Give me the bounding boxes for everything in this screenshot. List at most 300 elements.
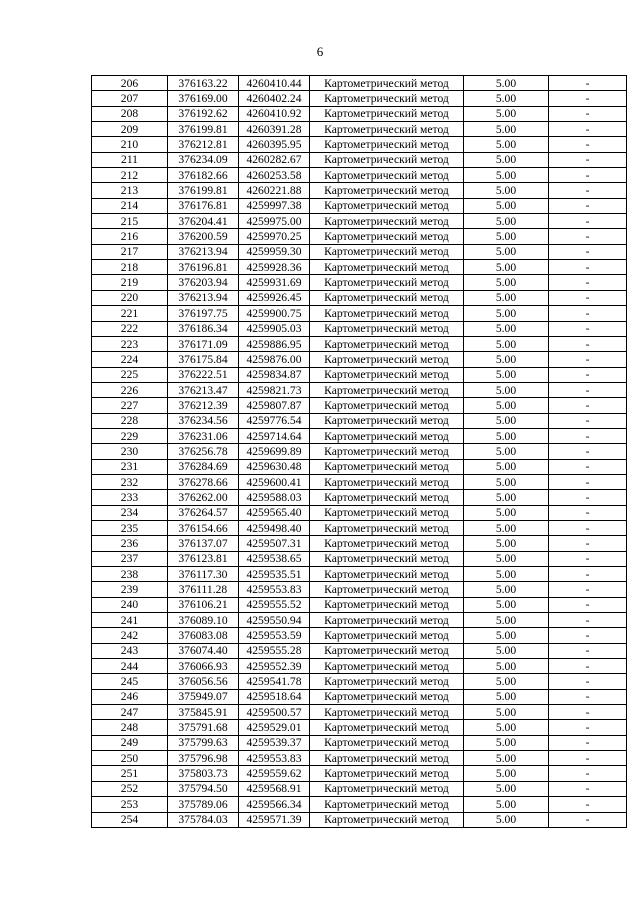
point-number-cell: 253 <box>92 797 168 812</box>
table-row <box>92 689 627 704</box>
y-coordinate-cell: 4259997.38 <box>239 198 310 213</box>
note-cell: - <box>549 367 627 382</box>
method-cell: Картометрический метод <box>310 597 464 612</box>
method-cell: Картометрический метод <box>310 198 464 213</box>
x-coordinate-cell: 376234.09 <box>168 152 239 167</box>
y-coordinate-cell: 4260410.44 <box>239 76 310 91</box>
y-coordinate-cell: 4260282.67 <box>239 152 310 167</box>
note-cell: - <box>549 735 627 750</box>
table-row <box>92 474 627 489</box>
point-number-cell: 217 <box>92 244 168 259</box>
coordinates-table <box>91 75 627 828</box>
method-cell: Картометрический метод <box>310 613 464 628</box>
table-row <box>92 781 627 796</box>
note-cell: - <box>549 751 627 766</box>
method-cell: Картометрический метод <box>310 106 464 121</box>
table-row <box>92 168 627 183</box>
x-coordinate-cell: 376106.21 <box>168 597 239 612</box>
y-coordinate-cell: 4259539.37 <box>239 735 310 750</box>
point-number-cell: 245 <box>92 674 168 689</box>
y-coordinate-cell: 4259555.52 <box>239 597 310 612</box>
x-coordinate-cell: 376222.51 <box>168 367 239 382</box>
x-coordinate-cell: 376196.81 <box>168 260 239 275</box>
accuracy-cell: 5.00 <box>464 367 549 382</box>
point-number-cell: 224 <box>92 352 168 367</box>
table-row <box>92 367 627 382</box>
accuracy-cell: 5.00 <box>464 474 549 489</box>
y-coordinate-cell: 4259630.48 <box>239 459 310 474</box>
x-coordinate-cell: 376212.39 <box>168 398 239 413</box>
accuracy-cell: 5.00 <box>464 812 549 827</box>
note-cell: - <box>549 198 627 213</box>
accuracy-cell: 5.00 <box>464 398 549 413</box>
y-coordinate-cell: 4259807.87 <box>239 398 310 413</box>
note-cell: - <box>549 152 627 167</box>
x-coordinate-cell: 376137.07 <box>168 536 239 551</box>
note-cell: - <box>549 137 627 152</box>
x-coordinate-cell: 376163.22 <box>168 76 239 91</box>
method-cell: Картометрический метод <box>310 214 464 229</box>
point-number-cell: 240 <box>92 597 168 612</box>
table-row <box>92 520 627 535</box>
method-cell: Картометрический метод <box>310 536 464 551</box>
table-row <box>92 597 627 612</box>
table-row <box>92 720 627 735</box>
note-cell: - <box>549 520 627 535</box>
table-row <box>92 812 627 827</box>
note-cell: - <box>549 306 627 321</box>
y-coordinate-cell: 4259900.75 <box>239 306 310 321</box>
point-number-cell: 254 <box>92 812 168 827</box>
point-number-cell: 213 <box>92 183 168 198</box>
table-row <box>92 674 627 689</box>
y-coordinate-cell: 4259559.62 <box>239 766 310 781</box>
accuracy-cell: 5.00 <box>464 705 549 720</box>
point-number-cell: 239 <box>92 582 168 597</box>
point-number-cell: 231 <box>92 459 168 474</box>
accuracy-cell: 5.00 <box>464 321 549 336</box>
y-coordinate-cell: 4259600.41 <box>239 474 310 489</box>
method-cell: Картометрический метод <box>310 567 464 582</box>
point-number-cell: 252 <box>92 781 168 796</box>
table-row <box>92 76 627 91</box>
accuracy-cell: 5.00 <box>464 797 549 812</box>
x-coordinate-cell: 376200.59 <box>168 229 239 244</box>
note-cell: - <box>549 428 627 443</box>
method-cell: Картометрический метод <box>310 490 464 505</box>
note-cell: - <box>549 413 627 428</box>
point-number-cell: 243 <box>92 643 168 658</box>
accuracy-cell: 5.00 <box>464 674 549 689</box>
method-cell: Картометрический метод <box>310 352 464 367</box>
x-coordinate-cell: 376175.84 <box>168 352 239 367</box>
y-coordinate-cell: 4260395.95 <box>239 137 310 152</box>
point-number-cell: 249 <box>92 735 168 750</box>
note-cell: - <box>549 613 627 628</box>
x-coordinate-cell: 376213.94 <box>168 244 239 259</box>
table-row <box>92 735 627 750</box>
y-coordinate-cell: 4259555.28 <box>239 643 310 658</box>
accuracy-cell: 5.00 <box>464 444 549 459</box>
accuracy-cell: 5.00 <box>464 275 549 290</box>
x-coordinate-cell: 376284.69 <box>168 459 239 474</box>
method-cell: Картометрический метод <box>310 321 464 336</box>
table-row <box>92 643 627 658</box>
x-coordinate-cell: 376199.81 <box>168 122 239 137</box>
method-cell: Картометрический метод <box>310 428 464 443</box>
method-cell: Картометрический метод <box>310 367 464 382</box>
table-row <box>92 198 627 213</box>
note-cell: - <box>549 474 627 489</box>
x-coordinate-cell: 376083.08 <box>168 628 239 643</box>
accuracy-cell: 5.00 <box>464 229 549 244</box>
table-row <box>92 260 627 275</box>
x-coordinate-cell: 376154.66 <box>168 520 239 535</box>
accuracy-cell: 5.00 <box>464 244 549 259</box>
y-coordinate-cell: 4259714.64 <box>239 428 310 443</box>
table-row <box>92 613 627 628</box>
point-number-cell: 237 <box>92 551 168 566</box>
note-cell: - <box>549 659 627 674</box>
method-cell: Картометрический метод <box>310 705 464 720</box>
y-coordinate-cell: 4259541.78 <box>239 674 310 689</box>
y-coordinate-cell: 4259552.39 <box>239 659 310 674</box>
table-row <box>92 797 627 812</box>
table-row <box>92 628 627 643</box>
point-number-cell: 220 <box>92 290 168 305</box>
method-cell: Картометрический метод <box>310 413 464 428</box>
accuracy-cell: 5.00 <box>464 91 549 106</box>
note-cell: - <box>549 705 627 720</box>
accuracy-cell: 5.00 <box>464 122 549 137</box>
method-cell: Картометрический метод <box>310 582 464 597</box>
y-coordinate-cell: 4259550.94 <box>239 613 310 628</box>
note-cell: - <box>549 597 627 612</box>
y-coordinate-cell: 4259518.64 <box>239 689 310 704</box>
table-row <box>92 505 627 520</box>
point-number-cell: 209 <box>92 122 168 137</box>
note-cell: - <box>549 766 627 781</box>
x-coordinate-cell: 376204.41 <box>168 214 239 229</box>
accuracy-cell: 5.00 <box>464 459 549 474</box>
accuracy-cell: 5.00 <box>464 290 549 305</box>
method-cell: Картометрический метод <box>310 689 464 704</box>
method-cell: Картометрический метод <box>310 91 464 106</box>
accuracy-cell: 5.00 <box>464 520 549 535</box>
point-number-cell: 214 <box>92 198 168 213</box>
note-cell: - <box>549 122 627 137</box>
note-cell: - <box>549 168 627 183</box>
table-row <box>92 705 627 720</box>
y-coordinate-cell: 4259886.95 <box>239 336 310 351</box>
y-coordinate-cell: 4259565.40 <box>239 505 310 520</box>
y-coordinate-cell: 4259699.89 <box>239 444 310 459</box>
x-coordinate-cell: 376278.66 <box>168 474 239 489</box>
point-number-cell: 206 <box>92 76 168 91</box>
note-cell: - <box>549 459 627 474</box>
point-number-cell: 226 <box>92 382 168 397</box>
accuracy-cell: 5.00 <box>464 198 549 213</box>
accuracy-cell: 5.00 <box>464 628 549 643</box>
method-cell: Картометрический метод <box>310 382 464 397</box>
accuracy-cell: 5.00 <box>464 152 549 167</box>
method-cell: Картометрический метод <box>310 551 464 566</box>
y-coordinate-cell: 4259529.01 <box>239 720 310 735</box>
note-cell: - <box>549 781 627 796</box>
x-coordinate-cell: 376213.94 <box>168 290 239 305</box>
method-cell: Картометрический метод <box>310 474 464 489</box>
x-coordinate-cell: 376123.81 <box>168 551 239 566</box>
method-cell: Картометрический метод <box>310 659 464 674</box>
x-coordinate-cell: 376176.81 <box>168 198 239 213</box>
y-coordinate-cell: 4259959.30 <box>239 244 310 259</box>
table-row <box>92 398 627 413</box>
x-coordinate-cell: 376213.47 <box>168 382 239 397</box>
accuracy-cell: 5.00 <box>464 137 549 152</box>
method-cell: Картометрический метод <box>310 275 464 290</box>
note-cell: - <box>549 321 627 336</box>
note-cell: - <box>549 582 627 597</box>
table-row <box>92 382 627 397</box>
method-cell: Картометрический метод <box>310 290 464 305</box>
x-coordinate-cell: 376192.62 <box>168 106 239 121</box>
accuracy-cell: 5.00 <box>464 428 549 443</box>
x-coordinate-cell: 375791.68 <box>168 720 239 735</box>
table-row <box>92 751 627 766</box>
x-coordinate-cell: 376171.09 <box>168 336 239 351</box>
y-coordinate-cell: 4259553.59 <box>239 628 310 643</box>
point-number-cell: 212 <box>92 168 168 183</box>
accuracy-cell: 5.00 <box>464 597 549 612</box>
method-cell: Картометрический метод <box>310 674 464 689</box>
table-row <box>92 306 627 321</box>
method-cell: Картометрический метод <box>310 735 464 750</box>
method-cell: Картометрический метод <box>310 137 464 152</box>
accuracy-cell: 5.00 <box>464 168 549 183</box>
note-cell: - <box>549 674 627 689</box>
table-row <box>92 275 627 290</box>
coordinates-table-body <box>92 76 627 828</box>
method-cell: Картометрический метод <box>310 628 464 643</box>
note-cell: - <box>549 567 627 582</box>
point-number-cell: 215 <box>92 214 168 229</box>
method-cell: Картометрический метод <box>310 183 464 198</box>
y-coordinate-cell: 4259931.69 <box>239 275 310 290</box>
x-coordinate-cell: 376169.00 <box>168 91 239 106</box>
x-coordinate-cell: 376089.10 <box>168 613 239 628</box>
accuracy-cell: 5.00 <box>464 106 549 121</box>
point-number-cell: 241 <box>92 613 168 628</box>
accuracy-cell: 5.00 <box>464 352 549 367</box>
point-number-cell: 208 <box>92 106 168 121</box>
note-cell: - <box>549 812 627 827</box>
y-coordinate-cell: 4259926.45 <box>239 290 310 305</box>
table-row <box>92 536 627 551</box>
note-cell: - <box>549 536 627 551</box>
accuracy-cell: 5.00 <box>464 551 549 566</box>
accuracy-cell: 5.00 <box>464 260 549 275</box>
y-coordinate-cell: 4260410.92 <box>239 106 310 121</box>
note-cell: - <box>549 797 627 812</box>
method-cell: Картометрический метод <box>310 520 464 535</box>
x-coordinate-cell: 376186.34 <box>168 321 239 336</box>
y-coordinate-cell: 4259970.25 <box>239 229 310 244</box>
table-row <box>92 551 627 566</box>
x-coordinate-cell: 376074.40 <box>168 643 239 658</box>
accuracy-cell: 5.00 <box>464 505 549 520</box>
y-coordinate-cell: 4260221.88 <box>239 183 310 198</box>
note-cell: - <box>549 229 627 244</box>
x-coordinate-cell: 375845.91 <box>168 705 239 720</box>
note-cell: - <box>549 91 627 106</box>
table-row <box>92 290 627 305</box>
point-number-cell: 229 <box>92 428 168 443</box>
method-cell: Картометрический метод <box>310 459 464 474</box>
y-coordinate-cell: 4260391.28 <box>239 122 310 137</box>
table-row <box>92 229 627 244</box>
y-coordinate-cell: 4260253.58 <box>239 168 310 183</box>
note-cell: - <box>549 275 627 290</box>
point-number-cell: 207 <box>92 91 168 106</box>
point-number-cell: 219 <box>92 275 168 290</box>
table-row <box>92 459 627 474</box>
method-cell: Картометрический метод <box>310 751 464 766</box>
table-row <box>92 321 627 336</box>
method-cell: Картометрический метод <box>310 229 464 244</box>
accuracy-cell: 5.00 <box>464 766 549 781</box>
x-coordinate-cell: 375949.07 <box>168 689 239 704</box>
accuracy-cell: 5.00 <box>464 781 549 796</box>
y-coordinate-cell: 4259834.87 <box>239 367 310 382</box>
accuracy-cell: 5.00 <box>464 336 549 351</box>
x-coordinate-cell: 376056.56 <box>168 674 239 689</box>
note-cell: - <box>549 551 627 566</box>
y-coordinate-cell: 4259498.40 <box>239 520 310 535</box>
x-coordinate-cell: 375799.63 <box>168 735 239 750</box>
method-cell: Картометрический метод <box>310 797 464 812</box>
note-cell: - <box>549 444 627 459</box>
point-number-cell: 221 <box>92 306 168 321</box>
accuracy-cell: 5.00 <box>464 751 549 766</box>
y-coordinate-cell: 4259975.00 <box>239 214 310 229</box>
accuracy-cell: 5.00 <box>464 582 549 597</box>
note-cell: - <box>549 720 627 735</box>
point-number-cell: 244 <box>92 659 168 674</box>
table-row <box>92 214 627 229</box>
point-number-cell: 247 <box>92 705 168 720</box>
accuracy-cell: 5.00 <box>464 735 549 750</box>
point-number-cell: 238 <box>92 567 168 582</box>
x-coordinate-cell: 376199.81 <box>168 183 239 198</box>
table-row <box>92 183 627 198</box>
point-number-cell: 216 <box>92 229 168 244</box>
method-cell: Картометрический метод <box>310 398 464 413</box>
y-coordinate-cell: 4259821.73 <box>239 382 310 397</box>
x-coordinate-cell: 376066.93 <box>168 659 239 674</box>
point-number-cell: 228 <box>92 413 168 428</box>
table-row <box>92 766 627 781</box>
accuracy-cell: 5.00 <box>464 382 549 397</box>
method-cell: Картометрический метод <box>310 76 464 91</box>
point-number-cell: 242 <box>92 628 168 643</box>
table-row <box>92 152 627 167</box>
note-cell: - <box>549 352 627 367</box>
point-number-cell: 250 <box>92 751 168 766</box>
accuracy-cell: 5.00 <box>464 689 549 704</box>
note-cell: - <box>549 106 627 121</box>
x-coordinate-cell: 375794.50 <box>168 781 239 796</box>
note-cell: - <box>549 398 627 413</box>
x-coordinate-cell: 376256.78 <box>168 444 239 459</box>
note-cell: - <box>549 183 627 198</box>
table-row <box>92 137 627 152</box>
y-coordinate-cell: 4259588.03 <box>239 490 310 505</box>
point-number-cell: 236 <box>92 536 168 551</box>
note-cell: - <box>549 336 627 351</box>
y-coordinate-cell: 4259507.31 <box>239 536 310 551</box>
point-number-cell: 248 <box>92 720 168 735</box>
y-coordinate-cell: 4259538.65 <box>239 551 310 566</box>
method-cell: Картометрический метод <box>310 306 464 321</box>
table-row <box>92 106 627 121</box>
note-cell: - <box>549 689 627 704</box>
table-row <box>92 244 627 259</box>
y-coordinate-cell: 4259500.57 <box>239 705 310 720</box>
accuracy-cell: 5.00 <box>464 536 549 551</box>
y-coordinate-cell: 4259535.51 <box>239 567 310 582</box>
note-cell: - <box>549 382 627 397</box>
accuracy-cell: 5.00 <box>464 413 549 428</box>
point-number-cell: 251 <box>92 766 168 781</box>
x-coordinate-cell: 376262.00 <box>168 490 239 505</box>
y-coordinate-cell: 4260402.24 <box>239 91 310 106</box>
point-number-cell: 227 <box>92 398 168 413</box>
table-row <box>92 428 627 443</box>
accuracy-cell: 5.00 <box>464 659 549 674</box>
method-cell: Картометрический метод <box>310 444 464 459</box>
note-cell: - <box>549 244 627 259</box>
y-coordinate-cell: 4259776.54 <box>239 413 310 428</box>
table-row <box>92 352 627 367</box>
point-number-cell: 234 <box>92 505 168 520</box>
method-cell: Картометрический метод <box>310 720 464 735</box>
note-cell: - <box>549 76 627 91</box>
x-coordinate-cell: 376117.30 <box>168 567 239 582</box>
note-cell: - <box>549 505 627 520</box>
x-coordinate-cell: 375784.03 <box>168 812 239 827</box>
y-coordinate-cell: 4259571.39 <box>239 812 310 827</box>
method-cell: Картометрический метод <box>310 812 464 827</box>
x-coordinate-cell: 376197.75 <box>168 306 239 321</box>
accuracy-cell: 5.00 <box>464 306 549 321</box>
note-cell: - <box>549 290 627 305</box>
accuracy-cell: 5.00 <box>464 490 549 505</box>
point-number-cell: 232 <box>92 474 168 489</box>
point-number-cell: 222 <box>92 321 168 336</box>
point-number-cell: 230 <box>92 444 168 459</box>
note-cell: - <box>549 214 627 229</box>
x-coordinate-cell: 376203.94 <box>168 275 239 290</box>
y-coordinate-cell: 4259553.83 <box>239 751 310 766</box>
table-row <box>92 413 627 428</box>
x-coordinate-cell: 376212.81 <box>168 137 239 152</box>
point-number-cell: 225 <box>92 367 168 382</box>
table-row <box>92 567 627 582</box>
y-coordinate-cell: 4259905.03 <box>239 321 310 336</box>
note-cell: - <box>549 628 627 643</box>
point-number-cell: 235 <box>92 520 168 535</box>
x-coordinate-cell: 376231.06 <box>168 428 239 443</box>
